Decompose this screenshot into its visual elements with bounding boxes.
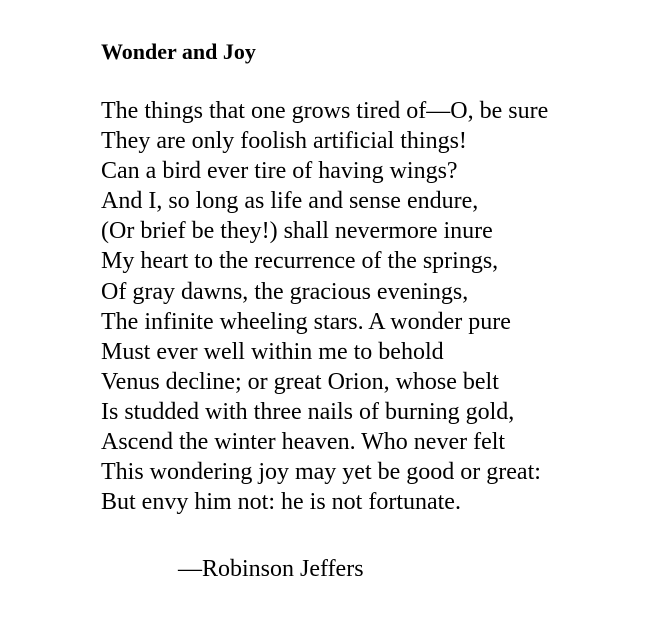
poem-line: And I, so long as life and sense endure, [101,188,479,215]
poem-body [101,96,548,517]
poem-line: (Or brief be they!) shall nevermore inure [101,218,493,245]
poem-title: Wonder and Joy [101,39,256,64]
poem-line: The infinite wheeling stars. A wonder pure [101,308,511,335]
poem-attribution: —Robinson Jeffers [178,556,364,582]
poem-line: The things that one grows tired of—O, be sure [101,98,549,124]
poem-line: Of gray dawns, the gracious evenings, [101,278,469,305]
poem-line: Can a bird ever tire of having wings? [101,158,458,185]
poem-line: Ascend the winter heaven. Who never felt [101,429,506,456]
poem-line: This wondering joy may yet be good or great: [101,459,541,486]
poem-line: They are only foolish artificial things! [101,128,467,155]
poem-line: My heart to the recurrence of the springs, [101,248,499,275]
poem-line: Venus decline; or great Orion, whose belt [101,368,499,395]
poem-line: Must ever well within me to behold [101,338,444,365]
poem-line: Is studded with three nails of burning gold, [101,398,515,425]
poem-line: But envy him not: he is not fortunate. [101,489,461,516]
